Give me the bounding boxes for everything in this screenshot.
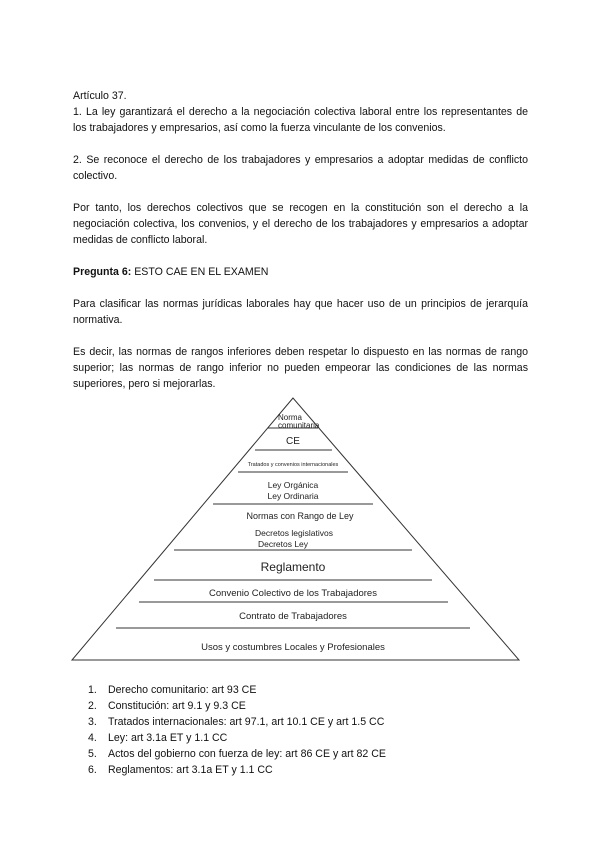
norm-hierarchy-pyramid	[68, 392, 523, 664]
list-item: 3. Tratados internacionales: art 97.1, art 10.1 CE y art 1.5 CC	[88, 716, 385, 728]
pyramid-level-2: CE	[286, 436, 300, 447]
pyramid-level-6: Reglamento	[260, 560, 326, 574]
legal-references-list	[88, 682, 386, 778]
pyramid-level-1-line-1: Norma	[278, 413, 303, 422]
list-item: 4. Ley: art 3.1a ET y 1.1 CC	[88, 732, 228, 744]
question-paragraph-1: Para clasificar las normas jurídicas laborales hay que hacer uso de un principios de jerarquía normativa.	[73, 298, 528, 326]
list-item: 6. Reglamentos: art 3.1a ET y 1.1 CC	[88, 764, 273, 776]
pyramid-level-1-line-2: comunitaria	[278, 421, 320, 430]
list-item: 1. Derecho comunitario: art 93 CE	[88, 684, 257, 696]
pyramid-level-8: Contrato de Trabajadores	[239, 611, 347, 622]
pyramid-level-7: Convenio Colectivo de los Trabajadores	[209, 588, 377, 599]
document-body	[73, 88, 528, 392]
article-heading: Artículo 37.	[73, 90, 127, 102]
pyramid-level-5-title: Normas con Rango de Ley	[246, 511, 354, 521]
article-paragraph-3: Por tanto, los derechos colectivos que se recogen en la constitución son el derecho a la negociación colectiva, los convenios, y el derecho de los trabajadores y empresarios a adoptar medidas de conflicto laboral.	[73, 202, 528, 246]
list-item: 2. Constitución: art 9.1 y 9.3 CE	[88, 700, 246, 712]
pyramid-level-3: Tratados y convenios internacionales	[247, 462, 339, 468]
question-label: Pregunta 6:	[73, 266, 132, 278]
article-paragraph-1: 1. La ley garantizará el derecho a la negociación colectiva laboral entre los representantes de los trabajadores y empresarios, así como la fuerza vinculante de los convenios.	[73, 106, 528, 134]
question-heading	[73, 264, 528, 280]
pyramid-level-5-line-2: Decretos legislativos	[255, 528, 333, 538]
question-note: ESTO CAE EN EL EXAMEN	[131, 266, 269, 278]
pyramid-level-5-line-3: Decretos Ley	[257, 539, 309, 549]
pyramid-level-4-line-1: Ley Orgánica	[267, 480, 319, 490]
list-item: 5. Actos del gobierno con fuerza de ley: art 86 CE y art 82 CE	[88, 748, 386, 760]
article-paragraph-2: 2. Se reconoce el derecho de los trabajadores y empresarios a adoptar medidas de conflicto colectivo.	[73, 154, 528, 182]
question-paragraph-2: Es decir, las normas de rangos inferiores deben respetar lo dispuesto en las normas de rango superior; las normas de rango inferior no pueden empeorar las condiciones de las normas superiores, pero si mejorarlas.	[73, 346, 528, 390]
pyramid-level-4-line-2: Ley Ordinaria	[267, 491, 319, 501]
pyramid-level-9: Usos y costumbres Locales y Profesionales	[201, 642, 385, 653]
